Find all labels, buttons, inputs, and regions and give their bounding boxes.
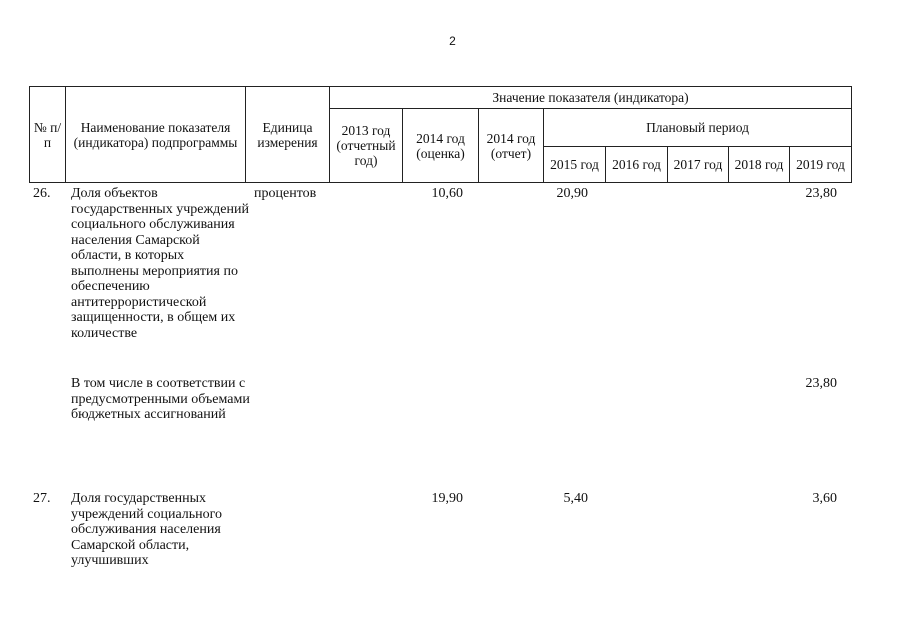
row-value-2019: 3,60 bbox=[812, 491, 837, 506]
header-2014-report: 2014 год (отчет) bbox=[479, 109, 544, 183]
row-indicator-name: Доля объектов государственных учреждений социального обслуживания населения Самарской области, в которых выполнены мероприятия по обеспечению антитеррористической защищенности, в общем их количестве bbox=[71, 186, 249, 341]
header-2015: 2015 год bbox=[544, 147, 606, 183]
header-2019: 2019 год bbox=[790, 147, 852, 183]
row-value-2019: 23,80 bbox=[805, 186, 837, 201]
page-number: 2 bbox=[449, 34, 456, 48]
header-planned-period: Плановый период bbox=[544, 109, 852, 147]
subrow-indicator-name: В том числе в соответствии с предусмотренными объемами бюджетных ассигнований bbox=[71, 376, 250, 422]
row-unit: процентов bbox=[254, 186, 317, 201]
row-number: 26. bbox=[33, 186, 51, 201]
row-value-2015: 20,90 bbox=[556, 186, 588, 201]
indicator-table-header bbox=[29, 86, 852, 183]
header-value-group: Значение показателя (индикатора) bbox=[330, 87, 852, 109]
header-2017: 2017 год bbox=[668, 147, 729, 183]
header-num: № п/п bbox=[30, 87, 66, 183]
header-2013: 2013 год (отчетный год) bbox=[330, 109, 403, 183]
header-unit: Единица измерения bbox=[246, 87, 330, 183]
row-indicator-name: Доля государственных учреждений социального обслуживания населения Самарской области, улучшивших bbox=[71, 491, 223, 568]
row-number: 27. bbox=[33, 491, 51, 506]
header-indicator-name: Наименование показателя (индикатора) подпрограммы bbox=[66, 87, 246, 183]
row-value-2015: 5,40 bbox=[563, 491, 588, 506]
row-value-2014: 19,90 bbox=[431, 491, 463, 506]
header-2018: 2018 год bbox=[729, 147, 790, 183]
subrow-value-2019: 23,80 bbox=[805, 376, 837, 391]
row-value-2014: 10,60 bbox=[431, 186, 463, 201]
header-2016: 2016 год bbox=[606, 147, 668, 183]
header-2014-estimate: 2014 год (оценка) bbox=[403, 109, 479, 183]
